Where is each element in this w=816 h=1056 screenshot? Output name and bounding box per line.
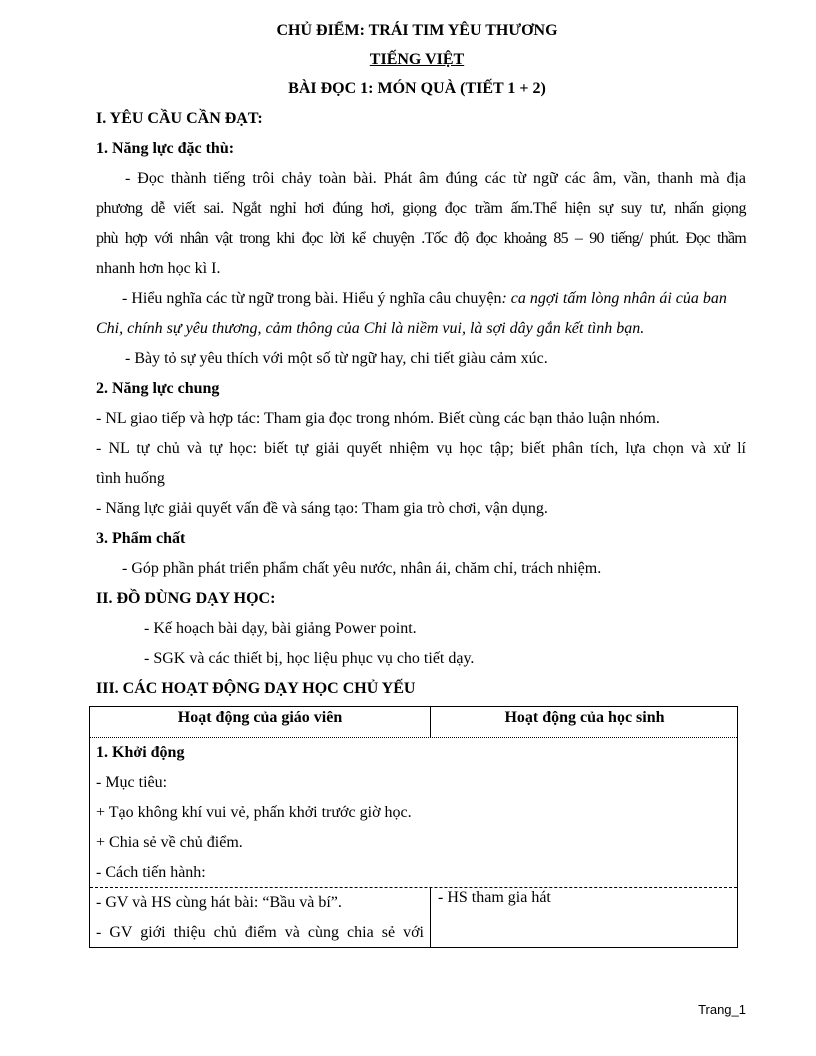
teacher-line: - GV và HS cùng hát bài: “Bầu và bí”. [96,894,342,911]
warmup-line: + Chia sẻ về chủ điểm. [96,834,243,851]
topic-title: CHỦ ĐIỂM: TRÁI TIM YÊU THƯƠNG [276,22,558,39]
sub1-p1-line1: - Đọc thành tiếng trôi chảy toàn bài. Phát âm đúng các từ ngữ các âm, vần, thanh mà địa [125,170,746,187]
subject-title: TIẾNG VIỆT [369,51,465,68]
column-divider [430,887,431,947]
sub2-p2-line2: tình huống [96,470,165,487]
section3-heading: III. CÁC HOẠT ĐỘNG DẠY HỌC CHỦ YẾU [96,680,416,697]
col-header-teacher: Hoạt động của giáo viên [90,707,431,737]
sub2-p2-line1: - NL tự chủ và tự học: biết tự giải quyết nhiệm vụ học tập; biết phân tích, lựa chọn và xử lí [96,440,746,457]
section2-heading: II. ĐỒ DÙNG DẠY HỌC: [96,590,276,607]
sub1-p1-line2: phương dễ viết sai. Ngắt nghỉ hơi đúng hơi, giọng đọc trầm ấm.Thể hiện sự suy tư, nhấn giọng [96,200,746,217]
sub2-p1: - NL giao tiếp và hợp tác: Tham gia đọc trong nhóm. Biết cùng các bạn thảo luận nhóm. [96,410,660,427]
warmup-line: + Tạo không khí vui vẻ, phấn khởi trước giờ học. [96,804,412,821]
student-line: - HS tham gia hát [438,889,551,906]
sub1-p2-line2: Chi, chính sự yêu thương, cảm thông của Chi là niềm vui, là sợi dây gắn kết tình bạn. [96,320,645,337]
sub2-p3: - Năng lực giải quyết vấn đề và sáng tạo: Tham gia trò chơi, vận dụng. [96,500,548,517]
lesson-title: BÀI ĐỌC 1: MÓN QUÀ (TIẾT 1 + 2) [288,80,546,97]
student-cell [438,888,728,908]
sub1-p3: - Bày tỏ sự yêu thích với một số từ ngữ hay, chi tiết giàu cảm xúc. [125,350,548,367]
section2-item-2: - SGK và các thiết bị, học liệu phục vụ cho tiết dạy. [144,650,475,667]
sub3-heading: 3. Phẩm chất [96,530,186,547]
section1-heading: I. YÊU CẦU CẦN ĐẠT: [96,110,263,127]
sub1-p2-line1: - Hiểu nghĩa các từ ngữ trong bài. Hiểu ý nghĩa câu chuyện: ca ngợi tấm lòng nhân ái của ban [122,290,727,307]
warmup-line: - Cách tiến hành: [96,864,206,881]
warmup-title: 1. Khởi động [96,744,185,761]
section2-item-1: - Kế hoạch bài dạy, bài giảng Power point. [144,620,417,637]
sub1-heading: 1. Năng lực đặc thù: [96,140,235,157]
sub3-p1: - Góp phần phát triển phẩm chất yêu nước, nhân ái, chăm chỉ, trách nhiệm. [122,560,602,577]
sub1-p1-line4: nhanh hơn học kì I. [96,260,221,277]
page-number: Trang_1 [698,1002,746,1017]
warmup-section [96,738,726,888]
warmup-line: - Mục tiêu: [96,774,168,791]
teacher-cell [96,888,424,948]
document-page [96,16,746,704]
sub1-p1-line3: phù hợp với nhân vật trong khi đọc lời kể chuyện .Tốc độ đọc khoảng 85 – 90 tiếng/ phút. Đọc thầm [96,230,746,247]
col-header-student: Hoạt động của học sinh [504,709,665,726]
teacher-line: - GV giới thiệu chủ điểm và cùng chia sẻ với [96,924,424,941]
activities-table [89,706,738,948]
sub2-heading: 2. Năng lực chung [96,380,220,397]
